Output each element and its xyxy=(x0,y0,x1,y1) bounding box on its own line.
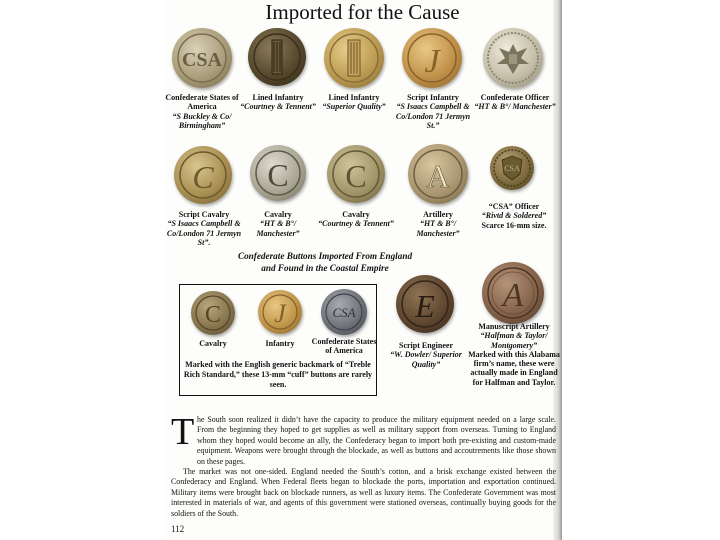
button-photo-cavalry-2 xyxy=(327,145,385,203)
button-photo-manuscript-artillery xyxy=(482,262,544,324)
caption-manuscript-artillery: Manuscript Artillery “Halfman & Taylor/ Montgomery” Marked with this Alabama firm’s name, these were actually made in England for Halfman and Taylor. xyxy=(468,322,560,387)
button-photo-lined-infantry-2 xyxy=(324,28,384,88)
svg-text:E: E xyxy=(415,288,435,324)
svg-text:C: C xyxy=(267,157,289,193)
caption-script-engineer: Script Engineer “W. Dowler/ Superior Quality” xyxy=(390,341,462,369)
button-photo-cavalry-1 xyxy=(250,145,306,201)
button-photo-artillery-1 xyxy=(408,144,468,204)
svg-text:C: C xyxy=(192,159,214,195)
button-photo-script-engineer xyxy=(396,275,454,333)
button-photo-lined-infantry-1 xyxy=(248,28,306,86)
svg-text:A: A xyxy=(502,277,524,314)
caption-cuff-csa: Confederate States of America xyxy=(311,337,377,356)
page-number: 112 xyxy=(171,524,185,534)
button-photo-cuff-infantry xyxy=(258,290,302,334)
caption-row2-5: “CSA” Officer “Rivtd & Soldered” Scarce 16-mm size. xyxy=(481,202,547,230)
button-photo-cuff-cavalry xyxy=(191,291,235,335)
button-photo-script-cavalry xyxy=(174,146,232,204)
page-title: Imported for the Cause xyxy=(265,0,460,24)
caption-row2-4: Artillery “HT & B°/ Manchester” xyxy=(416,210,460,238)
caption-row1-4: Script Infantry “S Isaacs Campbell & Co/London 71 Jermyn St.” xyxy=(395,93,471,130)
body-text xyxy=(171,411,556,519)
svg-text:CSA: CSA xyxy=(504,164,520,173)
section-title xyxy=(205,251,445,274)
caption-cuff-cavalry: Cavalry xyxy=(199,339,227,348)
caption-row2-1: Script Cavalry “S Isaacs Campbell & Co/London 71 Jermyn St”. xyxy=(166,210,242,247)
caption-row1-5: Confederate Officer “HT & B°/ Manchester” xyxy=(474,93,556,112)
button-photo-cuff-csa xyxy=(321,289,367,335)
svg-text:CSA: CSA xyxy=(332,305,356,320)
button-photo-csa-officer xyxy=(490,146,534,190)
caption-row2-3: Cavalry “Courtney & Tennent” xyxy=(318,210,394,229)
svg-text:J: J xyxy=(274,299,286,328)
svg-text:A: A xyxy=(426,158,450,194)
caption-row1-1: Confederate States of America “S Buckley & Co/ Birmingham” xyxy=(165,93,239,130)
body-paragraph-1: he South soon realized it didn’t have the capacity to produce the military equipment needed on a large scale. From the beginning they hoped to get supplies as well as military support from overseas. Turning to England whom they hoped would become an ally, the Confederacy began to import both pre-existing and custom-made equipment. Weapons were brought through the blockade, as well as buttons and accoutrements like those shown on these pages. xyxy=(197,415,556,466)
caption-row1-3: Lined Infantry “Superior Quality” xyxy=(322,93,386,112)
svg-text:C: C xyxy=(204,302,222,328)
button-photo-confederate-officer xyxy=(483,28,543,88)
section-title-line-1: Confederate Buttons Imported From England xyxy=(237,251,413,261)
button-photo-csa-1 xyxy=(172,28,232,88)
button-photo-script-infantry xyxy=(402,28,462,88)
svg-text:J: J xyxy=(424,43,440,80)
section-title-line-2: and Found in the Coastal Empire xyxy=(261,262,389,273)
svg-text:C: C xyxy=(345,158,367,194)
cuff-buttons-note: Marked with the English generic backmark of “Treble Rich Standard,” these 13-mm “cuff” buttons are rarely seen. xyxy=(183,360,373,389)
caption-cuff-infantry: Infantry xyxy=(265,339,295,348)
caption-row1-2: Lined Infantry “Courtney & Tennent” xyxy=(240,93,316,112)
body-paragraph-2: The market was not one-sided. England needed the South’s cotton, and a brisk exchange existed between the Confederacy and England. When Federal fleets began to blockade the ports, importation and exportation continued. Military items were brought back on blockade runners, as well as luxury items. The Confederate Government was most interested in materials of war, and agents of this government were stationed overseas, continually buying goods for the soldiers of the South. xyxy=(171,467,556,518)
drop-cap: T xyxy=(171,411,195,453)
svg-text:CSA: CSA xyxy=(181,49,223,71)
caption-row2-2: Cavalry “HT & B°/ Manchester” xyxy=(256,210,300,238)
